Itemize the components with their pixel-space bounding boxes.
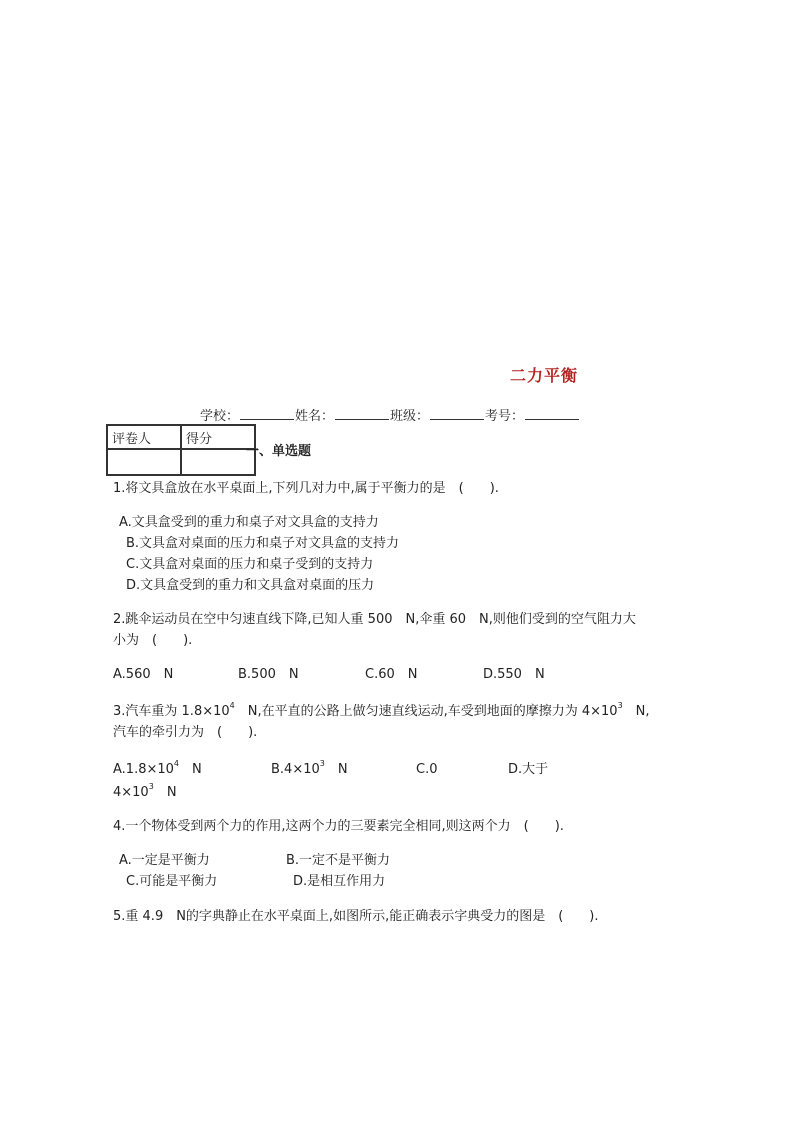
question-2-line-1: 2.跳伞运动员在空中匀速直线下降,已知人重 500 N,伞重 60 N,则他们受到的空气阻力大 <box>113 612 636 627</box>
score-table <box>106 424 256 476</box>
q3-option-d-continued: $4\times 10^3$ N <box>113 782 177 800</box>
question-2-line-2: 小为 ( ). <box>113 633 193 648</box>
q4-option-b: B.一定不是平衡力 <box>286 853 391 868</box>
q1-option-c: C.文具盒对桌面的压力和桌子受到的支持力 <box>126 557 374 572</box>
exam-header <box>200 407 580 423</box>
question-4: 4.一个物体受到两个力的作用,这两个力的三要素完全相同,则这两个力 ( ). <box>113 819 564 834</box>
grader-cell <box>107 449 181 475</box>
q1-option-a: A.文具盒受到的重力和桌子对文具盒的支持力 <box>119 515 379 530</box>
question-1: 1.将文具盒放在水平桌面上,下列几对力中,属于平衡力的是 ( ). <box>113 481 499 496</box>
q1-option-d: D.文具盒受到的重力和文具盒对桌面的压力 <box>126 578 375 593</box>
q2-option-b: B.500 N <box>238 667 299 682</box>
name-blank <box>335 407 389 420</box>
q4-option-c: C.可能是平衡力 <box>126 874 218 889</box>
score-label: 得分 <box>181 425 255 449</box>
class-blank <box>430 407 484 420</box>
score-cell <box>181 449 255 475</box>
school-blank <box>240 407 294 420</box>
question-5: 5.重 4.9 N的字典静止在水平桌面上,如图所示,能正确表示字典受力的图是 ( ). <box>113 909 599 924</box>
section-title: 一、单选题 <box>246 444 312 459</box>
question-3-line-2: 汽车的牵引力为 ( ). <box>113 725 258 740</box>
school-label: 学校： <box>200 409 240 424</box>
q1-option-b: B.文具盒对桌面的压力和桌子对文具盒的支持力 <box>126 536 400 551</box>
q2-option-a: A.560 N <box>113 667 174 682</box>
q4-option-d: D.是相互作用力 <box>293 874 386 889</box>
number-label: 考号： <box>485 409 525 424</box>
q3-option-a: $A.1.8\times 10^4$ N <box>113 759 202 777</box>
class-label: 班级： <box>390 409 430 424</box>
q3-option-c: C.0 <box>416 762 438 777</box>
number-blank <box>525 407 579 420</box>
name-label: 姓名： <box>295 409 335 424</box>
grader-label: 评卷人 <box>107 425 181 449</box>
page-title: 二力平衡 <box>510 366 579 385</box>
q3-option-d: D.大于 <box>508 762 549 777</box>
q2-option-c: C.60 N <box>365 667 418 682</box>
question-3-line-1: 3.汽车重为 $1.8\times 10^4$ N,在平直的公路上做匀速直线运动,车受到地面的摩擦力为 $4\times 10^3$ N, <box>113 701 650 719</box>
q4-option-a: A.一定是平衡力 <box>119 853 210 868</box>
q2-option-d: D.550 N <box>483 667 545 682</box>
q3-option-b: $B.4\times 10^3$ N <box>271 759 348 777</box>
